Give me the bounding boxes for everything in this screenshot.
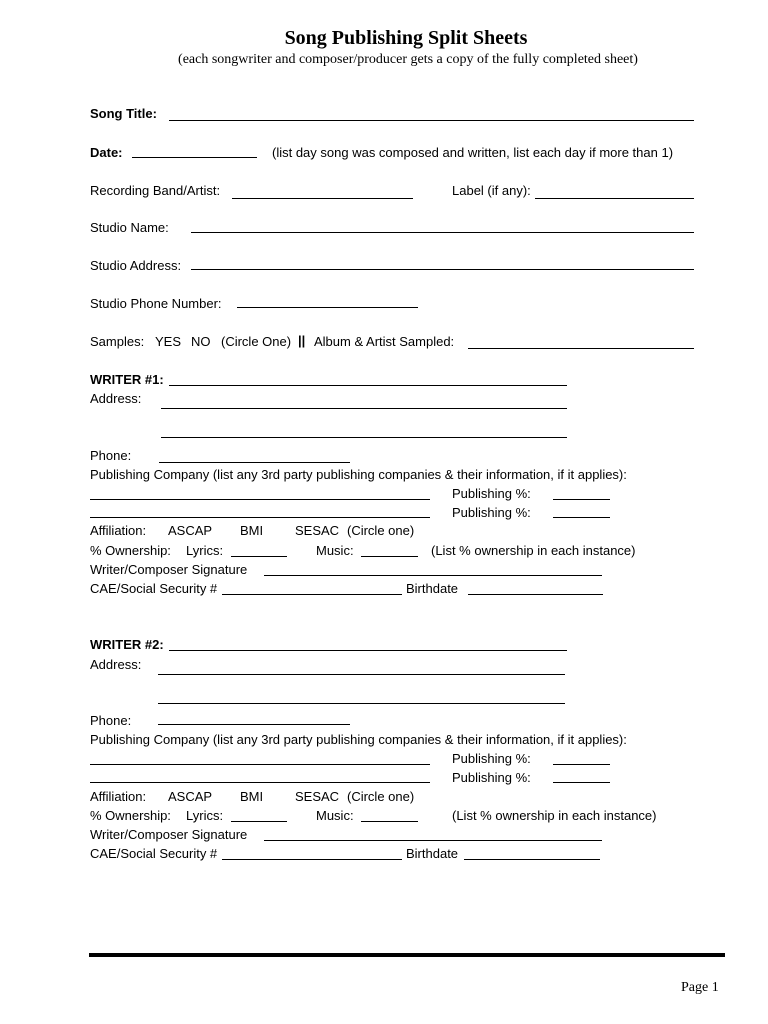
writer-2-publishing-pct-label-1: Publishing %: [452,751,531,766]
writer-2-cae-label: CAE/Social Security # [90,846,218,861]
writer-1-cae-field[interactable] [222,594,402,595]
writer-1-heading: WRITER #1: [90,372,164,387]
separator: || [298,333,306,348]
samples-circle-note: (Circle One) [221,334,292,349]
writer-2-ascap-option[interactable]: ASCAP [168,789,213,804]
writer-1-birthdate-field[interactable] [468,594,603,595]
writer-2-music-label: Music: [316,808,354,823]
writer-2-birthdate-label: Birthdate [406,846,459,861]
writer-2-birthdate-field[interactable] [464,859,600,860]
album-sampled-label: Album & Artist Sampled: [314,334,455,349]
writer-1-music-label: Music: [316,543,354,558]
song-title-label: Song Title: [90,106,157,121]
writer-2-publishing-pct-label-2: Publishing %: [452,770,531,785]
writer-2-lyrics-field[interactable] [231,821,287,822]
studio-address-field[interactable] [191,269,694,270]
date-label: Date: [90,145,123,160]
writer-1-lyrics-field[interactable] [231,556,287,557]
writer-1-affiliation-label: Affiliation: [90,523,147,538]
page-number: Page 1 [681,980,719,995]
writer-1-lyrics-label: Lyrics: [186,543,224,558]
writer-2-heading: WRITER #2: [90,637,164,652]
writer-1-publishing-pct-field-1[interactable] [553,499,610,500]
recording-artist-label: Recording Band/Artist: [90,183,221,198]
writer-1-bmi-option[interactable]: BMI [240,523,264,538]
writer-1-signature-label: Writer/Composer Signature [90,562,248,577]
writer-2-publishing-pct-field-1[interactable] [553,764,610,765]
footer-rule [89,953,725,957]
writer-2-signature-field[interactable] [264,840,602,841]
writer-2-music-field[interactable] [361,821,418,822]
writer-2-affiliation-label: Affiliation: [90,789,147,804]
writer-2-publishing-company-line-1[interactable] [90,764,430,765]
writer-2-lyrics-label: Lyrics: [186,808,224,823]
writer-1-phone-label: Phone: [90,448,132,463]
writer-1-publishing-company-line-2[interactable] [90,517,430,518]
writer-1-publishing-company-label: Publishing Company (list any 3rd party publishing companies & their information, if it applies): [90,467,627,482]
writer-2-affiliation-circle-note: (Circle one) [347,789,415,804]
writer-2-ownership-label: % Ownership: [90,808,171,823]
writer-1-publishing-pct-label-2: Publishing %: [452,505,531,520]
writer-1-address-label: Address: [90,391,142,406]
writer-1-cae-label: CAE/Social Security # [90,581,218,596]
writer-2-publishing-company-line-2[interactable] [90,782,430,783]
writer-2-cae-field[interactable] [222,859,402,860]
writer-2-phone-field[interactable] [158,724,350,725]
song-title-field[interactable] [169,120,694,121]
writer-1-ownership-note: (List % ownership in each instance) [431,543,636,558]
studio-name-label: Studio Name: [90,220,169,235]
samples-yes-option[interactable]: YES [155,334,182,349]
date-field[interactable] [132,157,257,158]
writer-1-music-field[interactable] [361,556,418,557]
writer-1-ascap-option[interactable]: ASCAP [168,523,213,538]
studio-phone-field[interactable] [237,307,418,308]
label-field[interactable] [535,198,694,199]
writer-2-phone-label: Phone: [90,713,132,728]
samples-no-option[interactable]: NO [191,334,211,349]
writer-2-address-line-1[interactable] [158,674,565,675]
writer-1-signature-field[interactable] [264,575,602,576]
date-note: (list day song was composed and written, list each day if more than 1) [272,145,674,160]
writer-1-ownership-label: % Ownership: [90,543,171,558]
samples-label: Samples: [90,334,145,349]
writer-2-address-label: Address: [90,657,142,672]
writer-2-publishing-company-label: Publishing Company (list any 3rd party publishing companies & their information, if it applies): [90,732,627,747]
writer-1-affiliation-circle-note: (Circle one) [347,523,415,538]
studio-phone-label: Studio Phone Number: [90,296,222,311]
writer-1-address-line-1[interactable] [161,408,567,409]
writer-1-publishing-pct-label-1: Publishing %: [452,486,531,501]
recording-artist-field[interactable] [232,198,413,199]
writer-1-sesac-option[interactable]: SESAC [295,523,340,538]
studio-name-field[interactable] [191,232,694,233]
writer-2-bmi-option[interactable]: BMI [240,789,264,804]
writer-1-publishing-company-line-1[interactable] [90,499,430,500]
writer-1-phone-field[interactable] [159,462,350,463]
writer-1-address-line-2[interactable] [161,437,567,438]
writer-2-name-field[interactable] [169,650,567,651]
writer-1-birthdate-label: Birthdate [406,581,459,596]
writer-2-ownership-note: (List % ownership in each instance) [452,808,657,823]
writer-2-address-line-2[interactable] [158,703,565,704]
album-sampled-field[interactable] [468,348,694,349]
page-subtitle: (each songwriter and composer/producer gets a copy of the fully completed sheet) [178,52,638,67]
label-label: Label (if any): [452,183,531,198]
page-title: Song Publishing Split Sheets [284,27,528,49]
writer-1-publishing-pct-field-2[interactable] [553,517,610,518]
writer-2-publishing-pct-field-2[interactable] [553,782,610,783]
studio-address-label: Studio Address: [90,258,182,273]
writer-1-name-field[interactable] [169,385,567,386]
writer-2-sesac-option[interactable]: SESAC [295,789,340,804]
writer-2-signature-label: Writer/Composer Signature [90,827,248,842]
